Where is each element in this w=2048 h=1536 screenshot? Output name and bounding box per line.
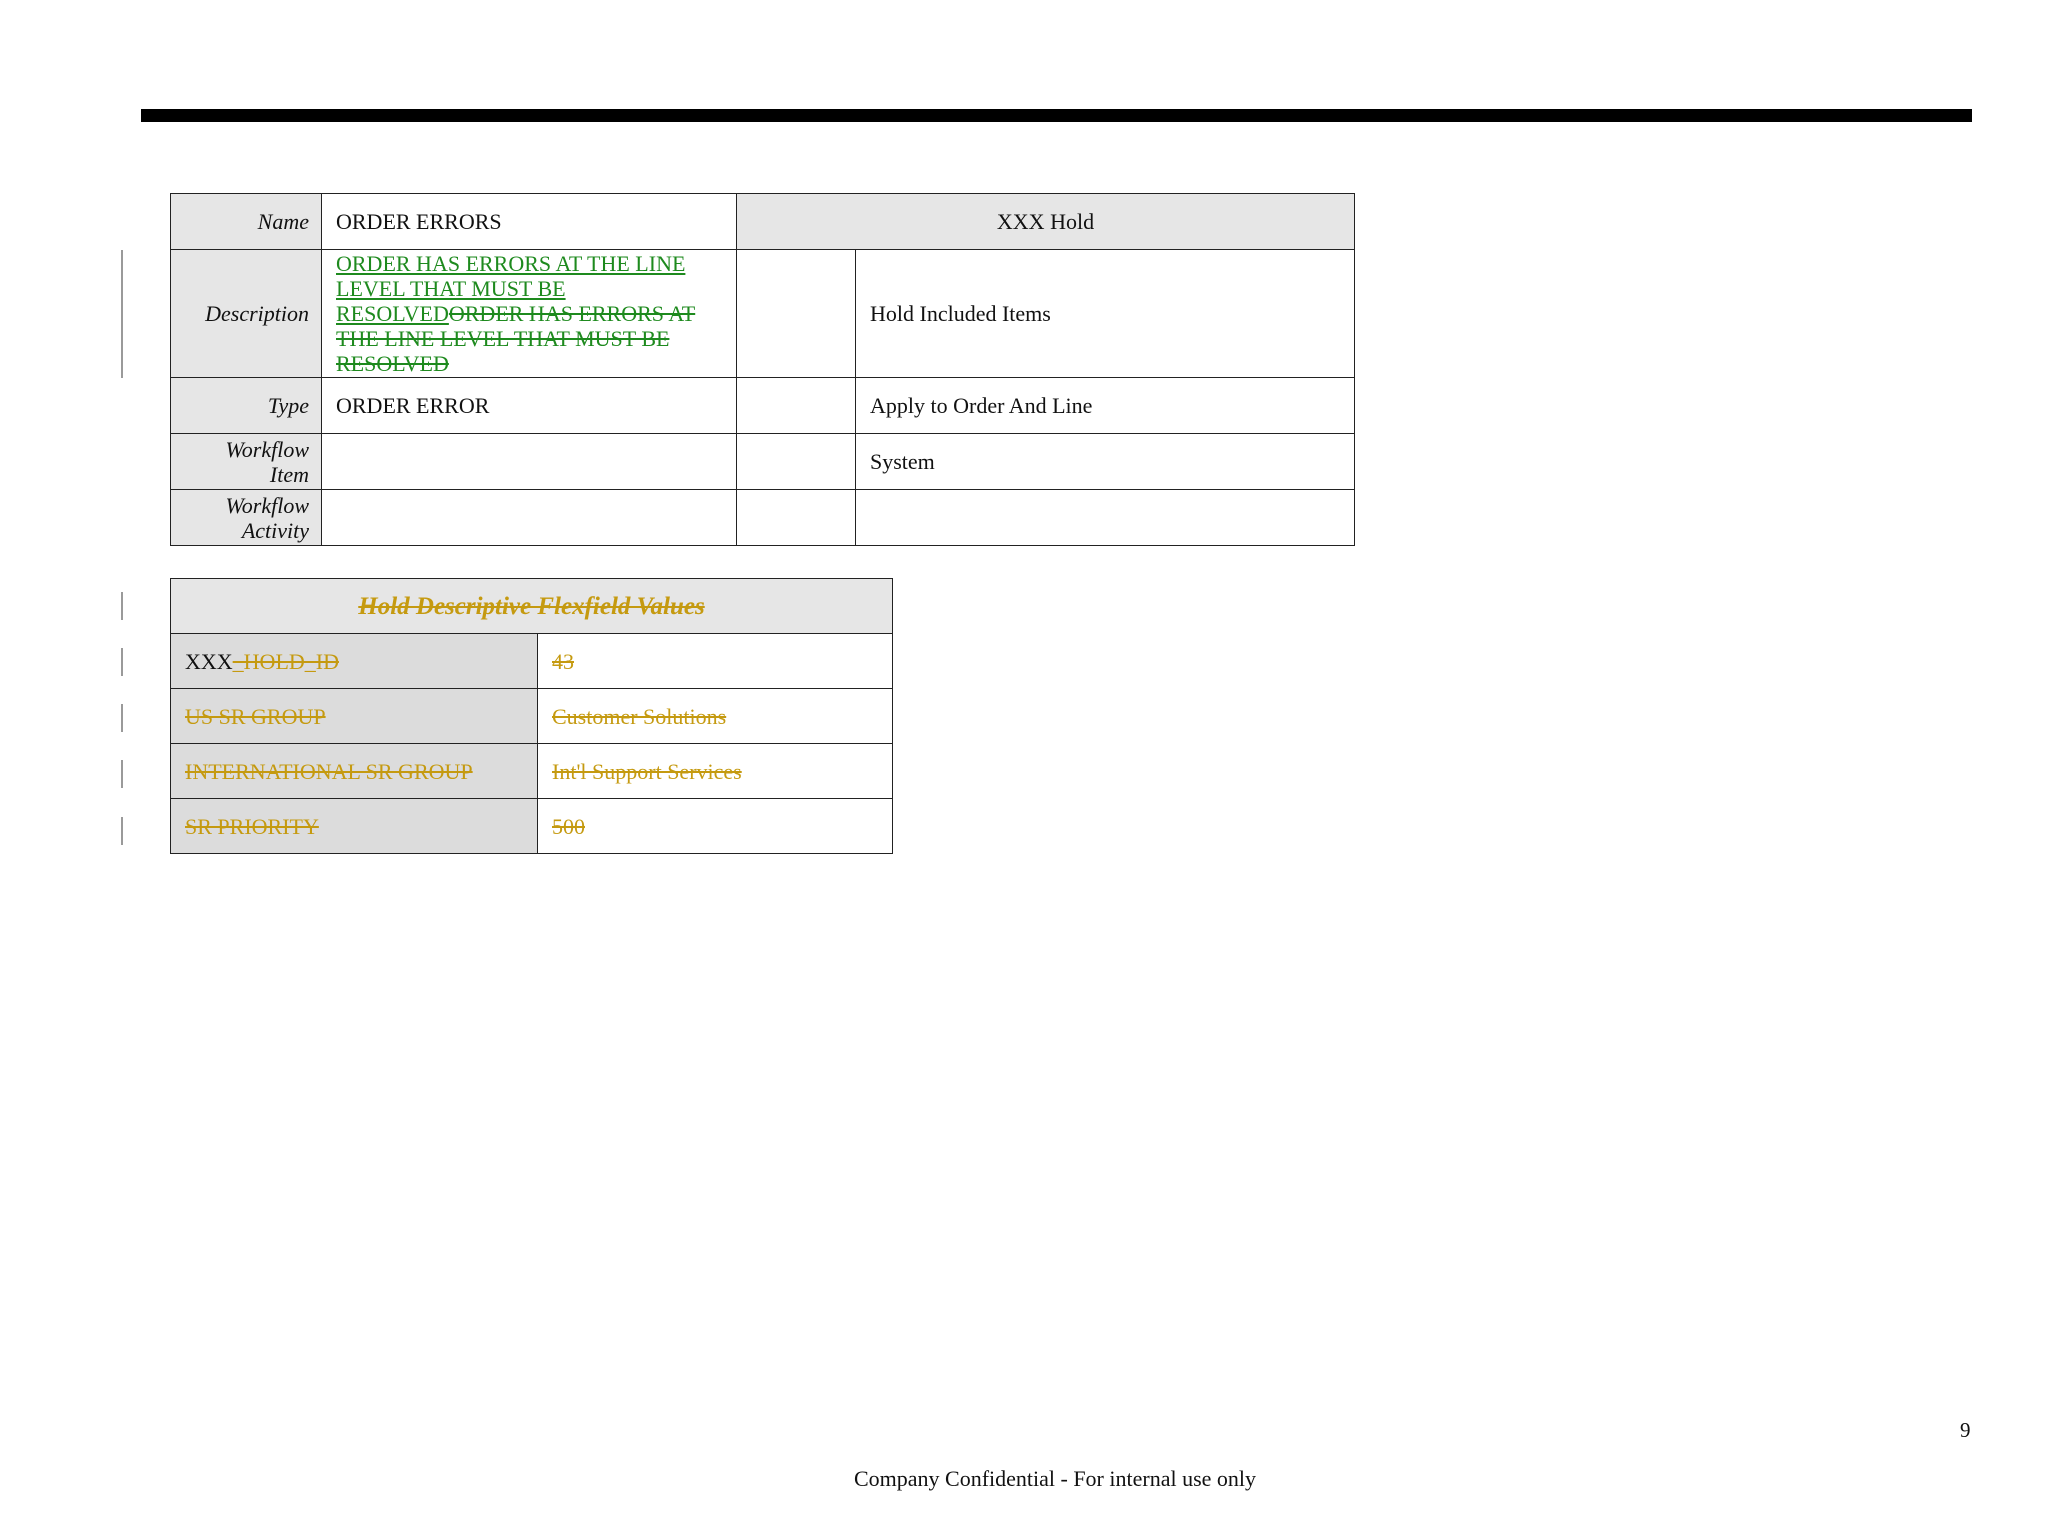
type-value: ORDER ERROR [322, 378, 737, 434]
description-label: Description [171, 250, 322, 378]
change-bar [121, 648, 123, 676]
workflow-activity-value [322, 490, 737, 546]
table-row [171, 744, 893, 799]
workflow-item-right: System [856, 434, 1355, 490]
dff-key: INTERNATIONAL SR GROUP [171, 744, 538, 799]
dff-key: US SR GROUP [171, 689, 538, 744]
header-rule [141, 109, 1972, 122]
hold-definition-table [170, 193, 1355, 546]
description-value [322, 250, 737, 378]
description-deleted-text: ORDER HAS ERRORS AT THE LINE LEVEL THAT MUST BE RESOLVED [336, 301, 696, 376]
type-label: Type [171, 378, 322, 434]
dff-value: Int'l Support Services [538, 744, 893, 799]
description-inserted-text: ORDER HAS ERRORS AT THE LINE LEVEL THAT MUST BE RESOLVED [336, 251, 686, 326]
name-value: ORDER ERRORS [322, 194, 737, 250]
hold-included-items: Hold Included Items [856, 250, 1355, 378]
change-bar [121, 592, 123, 620]
dff-key: SR PRIORITY [171, 799, 538, 854]
blank-cell [737, 378, 856, 434]
workflow-item-label: Workflow Item [171, 434, 322, 490]
workflow-activity-right [856, 490, 1355, 546]
change-bar [121, 760, 123, 788]
dff-value: 43 [538, 634, 893, 689]
blank-cell [737, 434, 856, 490]
footer-text: Company Confidential - For internal use only [853, 1466, 1257, 1491]
workflow-activity-label: Workflow Activity [171, 490, 322, 546]
hold-header: XXX Hold [737, 194, 1355, 250]
dff-title: Hold Descriptive Flexfield Values [171, 579, 893, 634]
blank-cell [737, 250, 856, 378]
dff-value: 500 [538, 799, 893, 854]
table-row [171, 799, 893, 854]
table-row [171, 689, 893, 744]
table-row [171, 634, 893, 689]
dff-key: XXX_HOLD_ID [171, 634, 538, 689]
blank-cell [737, 490, 856, 546]
name-label: Name [171, 194, 322, 250]
dff-values-table [170, 578, 893, 854]
apply-to-value: Apply to Order And Line [856, 378, 1355, 434]
page-number: 9 [1960, 1418, 1971, 1442]
dff-value: Customer Solutions [538, 689, 893, 744]
workflow-item-value [322, 434, 737, 490]
change-bar [121, 817, 123, 845]
change-bar [121, 250, 123, 378]
change-bar [121, 704, 123, 732]
